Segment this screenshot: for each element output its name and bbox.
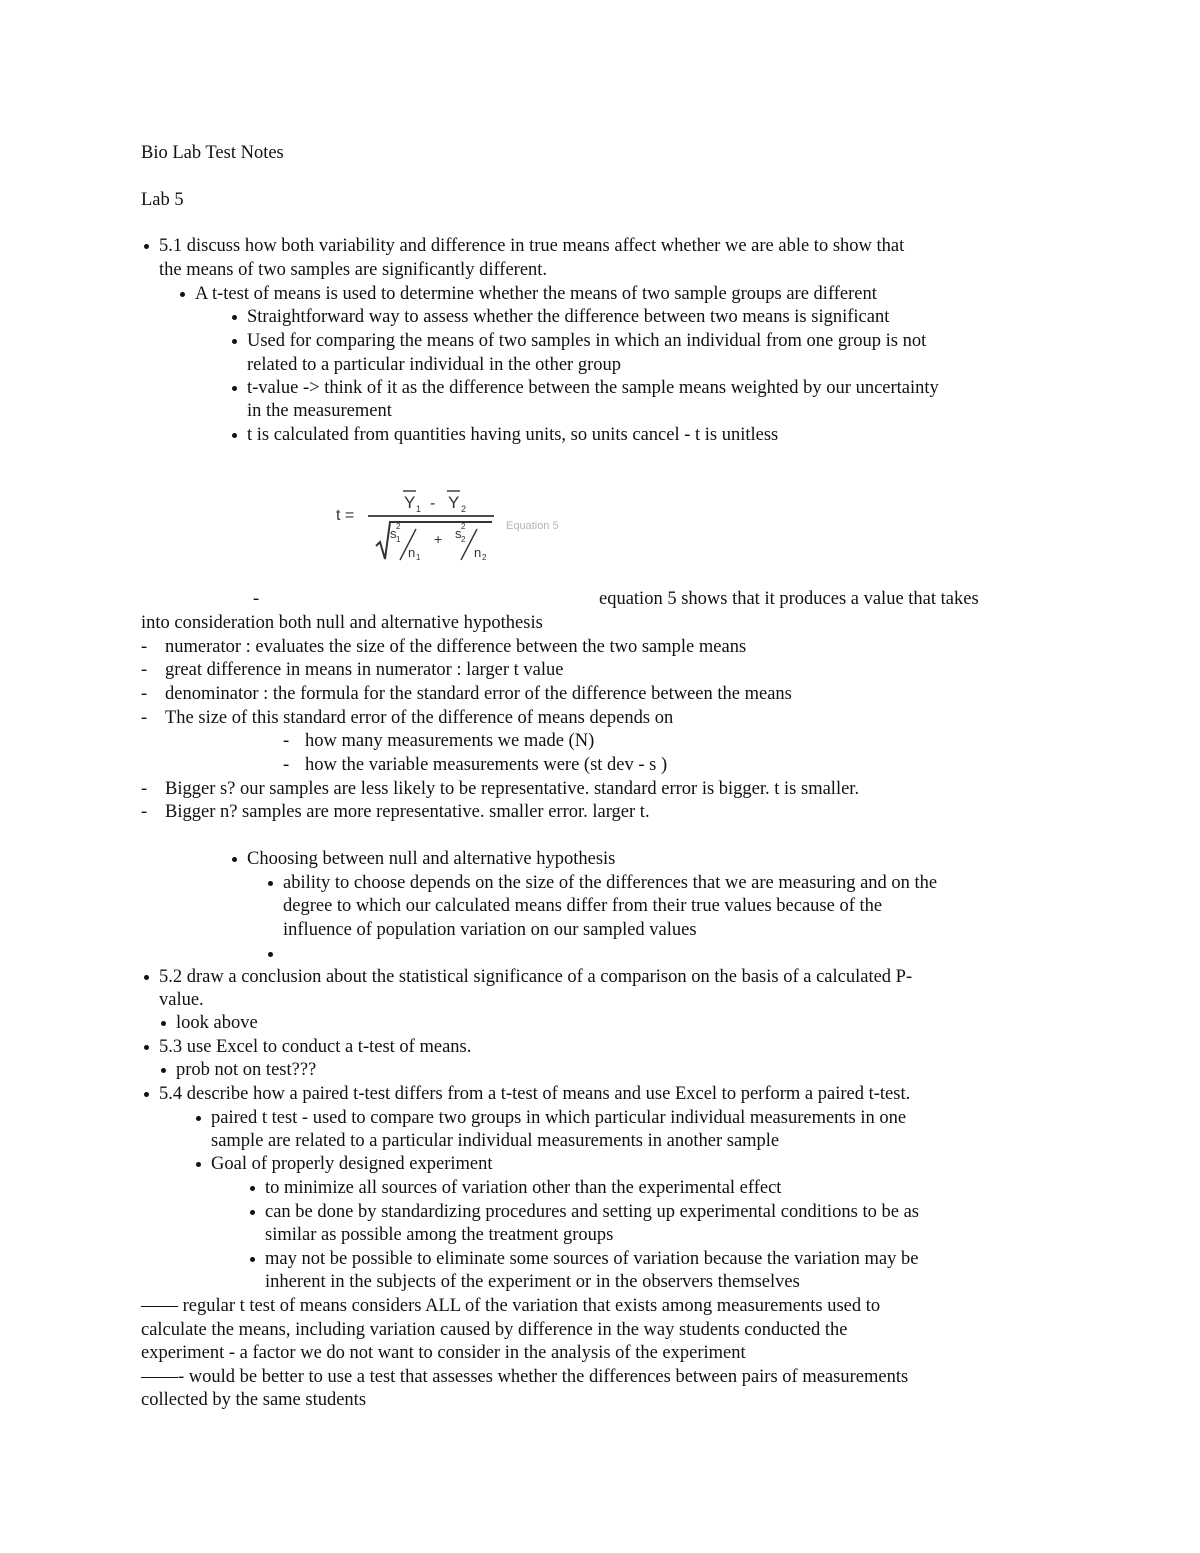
- list-item-choosing-detail-cont: influence of population variation on our sampled values: [283, 920, 697, 940]
- equation-plus: +: [434, 531, 443, 547]
- dash-item: numerator : evaluates the size of the difference between the two sample means: [165, 637, 747, 657]
- equation-y1-sub: 1: [416, 504, 422, 514]
- list-item-ttest-point-cont: in the measurement: [247, 401, 392, 421]
- equation-s1-sub: 1: [396, 535, 401, 544]
- list-item-goal-point: to minimize all sources of variation other than the experimental effect: [265, 1178, 782, 1198]
- dash-marker: -: [141, 708, 148, 728]
- equation-n2-sub: 2: [482, 553, 487, 562]
- equation-y2-sub: 2: [461, 504, 467, 514]
- list-item-choosing-detail: ability to choose depends on the size of the differences that we are measuring and on the: [283, 873, 938, 893]
- list-item-5-2-cont: value.: [159, 990, 204, 1010]
- list-item-goal-point-cont: inherent in the subjects of the experiment or in the observers themselves: [265, 1272, 800, 1292]
- dash-marker: -: [141, 637, 148, 657]
- dash-item: Bigger n? samples are more representative. smaller error. larger t.: [165, 802, 650, 822]
- list-item-choosing: Choosing between null and alternative hypothesis: [247, 849, 616, 869]
- equation-n1-sub: 1: [416, 553, 421, 562]
- dash-marker: -: [141, 660, 148, 680]
- list-item-5-4: 5.4 describe how a paired t-test differs from a t-test of means and use Excel to perform a paired t-test.: [159, 1084, 911, 1104]
- sub-dash-item: how many measurements we made (N): [305, 731, 595, 751]
- list-item-choosing-detail-cont: degree to which our calculated means differ from their true values because of the: [283, 896, 883, 916]
- list-item-ttest-point: t-value -> think of it as the difference between the sample means weighted by our uncertainty: [247, 378, 939, 398]
- sub-dash-item: how the variable measurements were (st dev - s ): [305, 755, 668, 775]
- list-item-5-1-cont: the means of two samples are significantly different.: [159, 260, 548, 280]
- dash-marker: -: [141, 802, 148, 822]
- equation-note: equation 5 shows that it produces a value that takes: [599, 589, 979, 609]
- dash-marker: -: [141, 779, 148, 799]
- dash-marker: -: [141, 684, 148, 704]
- list-item-5-2-sub: look above: [176, 1013, 258, 1033]
- list-item-ttest: A t-test of means is used to determine whether the means of two sample groups are different: [195, 284, 877, 304]
- dash-item: denominator : the formula for the standard error of the difference between the means: [165, 684, 792, 704]
- equation-s1: s: [390, 526, 397, 541]
- note-paragraph-cont: experiment - a factor we do not want to consider in the analysis of the experiment: [141, 1343, 746, 1363]
- note-paragraph-cont: collected by the same students: [141, 1390, 367, 1410]
- list-item-5-3-sub: prob not on test???: [176, 1060, 317, 1080]
- list-item-goal-point-cont: similar as possible among the treatment groups: [265, 1225, 614, 1245]
- equation-s2-sq: 2: [461, 522, 466, 531]
- document-title: Bio Lab Test Notes: [141, 143, 284, 163]
- list-item-ttest-point-cont: related to a particular individual in the other group: [247, 355, 621, 375]
- list-item-goal: Goal of properly designed experiment: [211, 1154, 493, 1174]
- dash-marker: -: [283, 755, 290, 775]
- equation-y2: Y: [448, 493, 460, 512]
- dash-item: Bigger s? our samples are less likely to be representative. standard error is bigger. t is smaller.: [165, 779, 860, 799]
- list-item-goal-point: can be done by standardizing procedures and setting up experimental conditions to be as: [265, 1202, 919, 1222]
- list-item-ttest-point: Straightforward way to assess whether the difference between two means is significant: [247, 307, 890, 327]
- list-item-paired-cont: sample are related to a particular individual measurements in another sample: [211, 1131, 780, 1151]
- t-test-equation: [330, 478, 570, 563]
- equation-label: Equation 5: [506, 520, 559, 532]
- list-item-ttest-point: Used for comparing the means of two samples in which an individual from one group is not: [247, 331, 927, 351]
- list-item-5-2: 5.2 draw a conclusion about the statistical significance of a comparison on the basis of a calculated P-: [159, 967, 913, 987]
- lab-heading: Lab 5: [141, 190, 184, 210]
- equation-lhs: t =: [336, 507, 355, 524]
- equation-n2: n: [474, 545, 482, 560]
- dash-marker: -: [283, 731, 290, 751]
- list-item-goal-point: may not be possible to eliminate some sources of variation because the variation may be: [265, 1249, 919, 1269]
- equation-s2: s: [455, 526, 462, 541]
- equation-y1: Y: [404, 493, 416, 512]
- dash-item: The size of this standard error of the difference of means depends on: [165, 708, 674, 728]
- note-paragraph: ——- would be better to use a test that assesses whether the differences between pairs of measurements: [141, 1367, 909, 1387]
- equation-minus: -: [430, 495, 436, 512]
- list-item-ttest-point: t is calculated from quantities having units, so units cancel - t is unitless: [247, 425, 779, 445]
- equation-note-cont: into consideration both null and alternative hypothesis: [141, 613, 543, 633]
- note-paragraph: —— regular t test of means considers ALL of the variation that exists among measurements used to: [141, 1296, 881, 1316]
- empty-bullet: [283, 945, 293, 963]
- dash-item: great difference in means in numerator : larger t value: [165, 660, 564, 680]
- equation-s1-sq: 2: [396, 522, 401, 531]
- equation-n1: n: [408, 545, 416, 560]
- equation-note-dash: -: [253, 589, 260, 609]
- note-paragraph-cont: calculate the means, including variation caused by difference in the way students conducted the: [141, 1320, 848, 1340]
- list-item-5-1: 5.1 discuss how both variability and difference in true means affect whether we are able to show that: [159, 236, 905, 256]
- equation-s2-sub: 2: [461, 535, 466, 544]
- list-item-paired: paired t test - used to compare two groups in which particular individual measurements in one: [211, 1108, 907, 1128]
- list-item-5-3: 5.3 use Excel to conduct a t-test of means.: [159, 1037, 472, 1057]
